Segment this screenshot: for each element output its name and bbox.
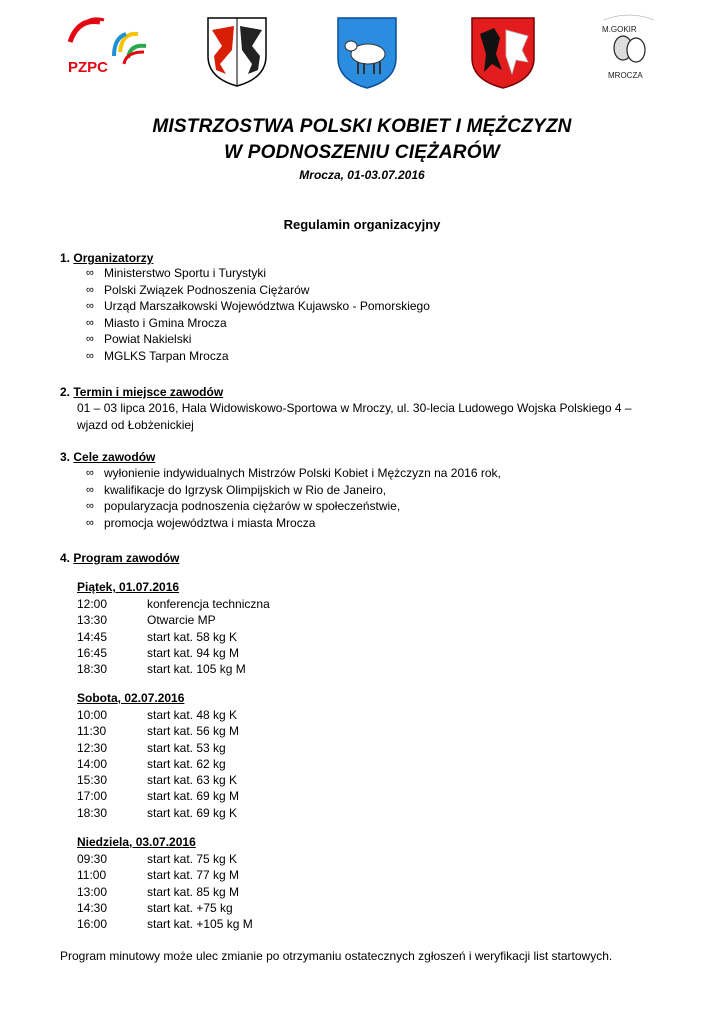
schedule-event: start kat. 56 kg M bbox=[147, 724, 240, 739]
section-number: 2. bbox=[60, 385, 71, 399]
voivodeship-coat-of-arms bbox=[206, 16, 268, 88]
list-item: ∞ Polski Związek Podnoszenia Ciężarów bbox=[86, 282, 430, 299]
schedule-event: start kat. 94 kg M bbox=[147, 645, 240, 660]
schedule-time: 18:30 bbox=[77, 805, 108, 820]
pzpc-text: PZPC bbox=[68, 59, 109, 76]
schedule-row bbox=[77, 596, 270, 612]
event-venue-text: 01 – 03 lipca 2016, Hala Widowiskowo-Sportowa w Mroczy, ul. 30-lecia Ludowego Wojska Polskiego 4 – wjazd od Łobżenickiej bbox=[77, 401, 632, 432]
schedule-row bbox=[77, 645, 270, 661]
schedule-time: 14:45 bbox=[77, 629, 108, 644]
schedule-event: start kat. +105 kg M bbox=[147, 917, 253, 932]
list-item: ∞ popularyzacja podnoszenia ciężarów w społeczeństwie, bbox=[86, 498, 501, 515]
schedule-event: start kat. 48 kg K bbox=[147, 708, 238, 722]
day-heading: Niedziela, 03.07.2016 bbox=[77, 835, 196, 849]
schedule-time: 11:00 bbox=[77, 868, 107, 883]
section-number: 4. bbox=[60, 551, 71, 565]
schedule-event: start kat. 63 kg K bbox=[147, 773, 238, 788]
gokir-logo bbox=[596, 12, 662, 82]
section-3-heading bbox=[60, 450, 155, 464]
schedule-time: 13:00 bbox=[77, 884, 108, 899]
list-item: ∞ MGLKS Tarpan Mrocza bbox=[86, 348, 430, 365]
section-title: Program zawodów bbox=[73, 551, 180, 565]
schedule-row bbox=[77, 629, 270, 645]
schedule-event: konferencja techniczna bbox=[147, 597, 270, 611]
schedule-time: 12:30 bbox=[77, 740, 108, 755]
schedule-row bbox=[77, 867, 253, 883]
schedule-time: 18:30 bbox=[77, 662, 108, 677]
section-title: Cele zawodów bbox=[73, 450, 156, 464]
list-item: ∞ Miasto i Gmina Mrocza bbox=[86, 315, 430, 332]
schedule-time: 10:00 bbox=[77, 708, 108, 722]
document-subtitle: Regulamin organizacyjny bbox=[283, 217, 441, 232]
list-item: ∞ Powiat Nakielski bbox=[86, 331, 430, 348]
schedule-row bbox=[77, 756, 239, 772]
schedule-event: start kat. 69 kg K bbox=[147, 805, 238, 820]
schedule-event: start kat. 75 kg K bbox=[147, 852, 238, 866]
schedule-row bbox=[77, 916, 253, 932]
day-heading: Sobota, 02.07.2016 bbox=[77, 691, 185, 705]
schedule-time: 14:00 bbox=[77, 756, 108, 771]
schedule-event: start kat. 105 kg M bbox=[147, 662, 246, 677]
schedule-time: 16:00 bbox=[77, 917, 108, 932]
page-title-line1: MISTRZOSTWA POLSKI KOBIET I MĘŻCZYZN bbox=[152, 116, 572, 137]
schedule-time: 12:00 bbox=[77, 597, 108, 611]
day-schedule bbox=[77, 707, 239, 821]
section-number: 1. bbox=[60, 251, 71, 265]
section-2-heading bbox=[60, 385, 223, 399]
schedule-row bbox=[77, 805, 239, 821]
schedule-time: 09:30 bbox=[77, 852, 108, 866]
schedule-event: start kat. 69 kg M bbox=[147, 789, 240, 804]
section-title: Organizatorzy bbox=[73, 251, 154, 265]
list-item: ∞ wyłonienie indywidualnych Mistrzów Polski Kobiet i Mężczyzn na 2016 rok, bbox=[86, 465, 501, 482]
schedule-event: Otwarcie MP bbox=[147, 613, 216, 628]
list-item: ∞ kwalifikacje do Igrzysk Olimpijskich w Rio de Janeiro, bbox=[86, 482, 501, 499]
town-coat-of-arms bbox=[470, 16, 536, 90]
schedule-row bbox=[77, 707, 239, 723]
event-date-place: Mrocza, 01-03.07.2016 bbox=[299, 168, 425, 182]
day-schedule bbox=[77, 851, 253, 932]
schedule-row bbox=[77, 723, 239, 739]
schedule-event: start kat. 62 kg bbox=[147, 756, 226, 771]
logo-strip bbox=[0, 12, 724, 92]
section-number: 3. bbox=[60, 450, 71, 464]
schedule-row bbox=[77, 740, 239, 756]
goals-list bbox=[86, 465, 501, 531]
schedule-event: start kat. 85 kg M bbox=[147, 884, 240, 899]
schedule-row bbox=[77, 661, 270, 677]
schedule-time: 15:30 bbox=[77, 773, 108, 788]
schedule-time: 11:30 bbox=[77, 724, 107, 739]
day-schedule bbox=[77, 596, 270, 677]
schedule-time: 13:30 bbox=[77, 613, 108, 628]
day-heading: Piątek, 01.07.2016 bbox=[77, 580, 180, 594]
schedule-row bbox=[77, 884, 253, 900]
schedule-time: 16:45 bbox=[77, 645, 108, 660]
page-title-line2: W PODNOSZENIU CIĘŻARÓW bbox=[224, 142, 500, 163]
county-coat-of-arms bbox=[336, 16, 398, 90]
schedule-event: start kat. +75 kg bbox=[147, 900, 233, 915]
svg-text:M.GOKIR: M.GOKIR bbox=[602, 25, 637, 34]
schedule-event: start kat. 77 kg M bbox=[147, 868, 240, 883]
schedule-time: 14:30 bbox=[77, 900, 108, 915]
schedule-event: start kat. 53 kg bbox=[147, 740, 226, 755]
schedule-row bbox=[77, 772, 239, 788]
schedule-time: 17:00 bbox=[77, 789, 108, 804]
section-4-heading bbox=[60, 551, 179, 565]
pzpc-logo bbox=[60, 12, 152, 78]
section-1-heading bbox=[60, 251, 153, 265]
footer-note: Program minutowy może ulec zmianie po otrzymaniu ostatecznych zgłoszeń i weryfikacji list startowych. bbox=[60, 949, 613, 963]
schedule-row bbox=[77, 900, 253, 916]
schedule-row bbox=[77, 612, 270, 628]
organizers-list bbox=[86, 265, 430, 364]
schedule-row bbox=[77, 851, 253, 867]
list-item: ∞ Ministerstwo Sportu i Turystyki bbox=[86, 265, 430, 282]
schedule-event: start kat. 58 kg K bbox=[147, 629, 238, 644]
section-title: Termin i miejsce zawodów bbox=[73, 385, 224, 399]
svg-text:MROCZA: MROCZA bbox=[608, 71, 643, 80]
list-item: ∞ Urząd Marszałkowski Województwa Kujawsko - Pomorskiego bbox=[86, 298, 430, 315]
list-item: ∞ promocja województwa i miasta Mrocza bbox=[86, 515, 501, 532]
schedule-row bbox=[77, 788, 239, 804]
